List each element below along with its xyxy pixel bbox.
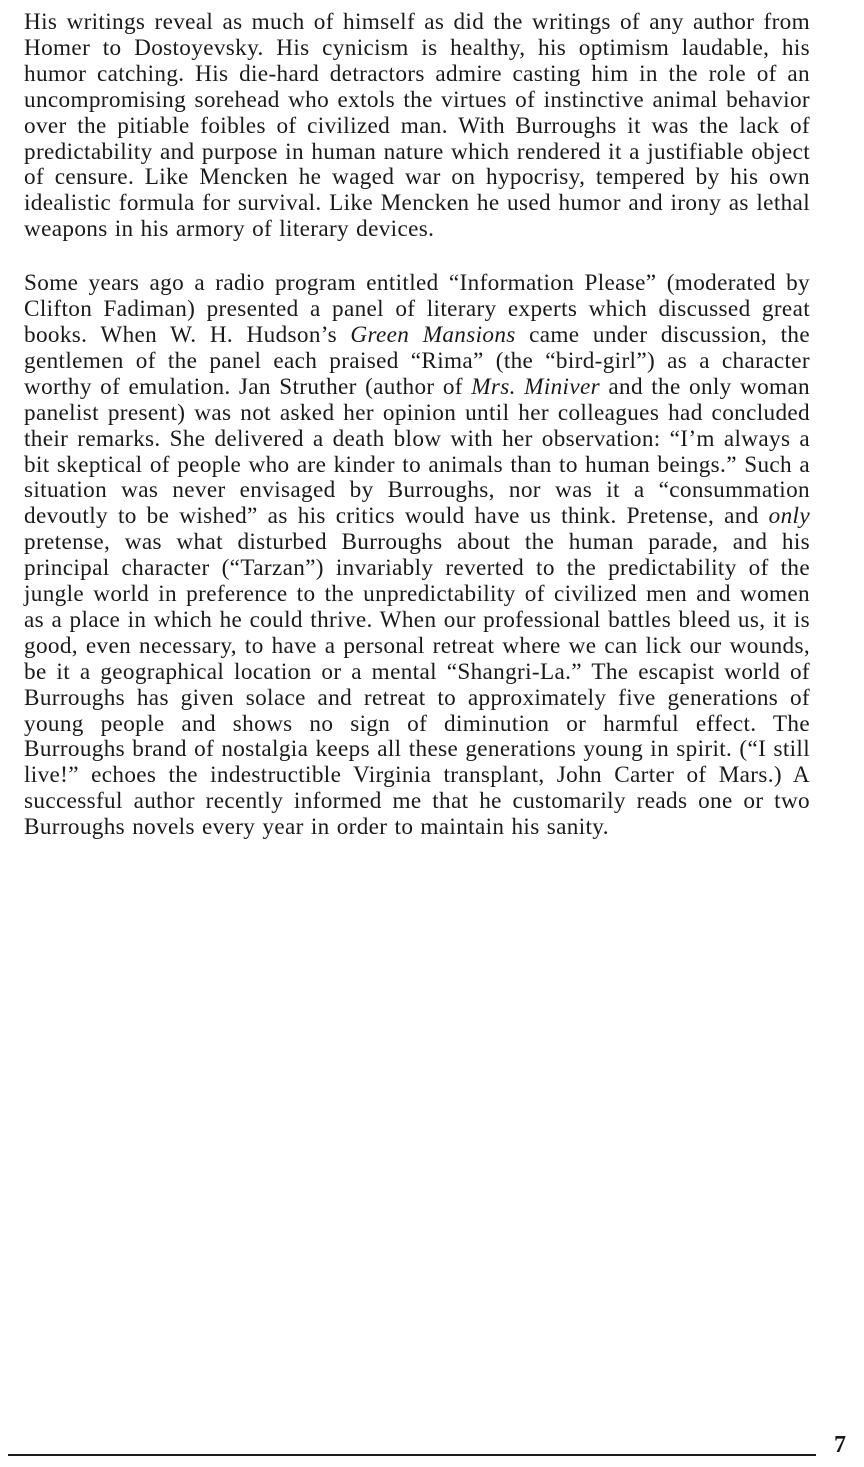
emphasis-only: only: [768, 503, 810, 530]
paragraph-2-text-3: and the only woman panelist present) was not asked her opinion until her colleagues had concluded their remarks. She delivered a death blow with her observation: “I’m always a bit skeptical of people who are kinder to animals than to human beings.” Such a situation was never envisaged by Burroughs, nor was it a “consummation devoutly to be wished” as his critics would have us think. Pretense, and: [24, 373, 810, 530]
paragraph-2-text-1: Some years ago a radio program entitled “Information Please” (moderated by Clifton Fadiman) presented a panel of literary experts which discussed great books. When W. H. Hudson’s: [24, 270, 810, 348]
page-body: [24, 10, 810, 841]
paragraph-1: His writings reveal as much of himself as did the writings of any author from Homer to Dostoyevsky. His cynicism is healthy, his optimism laudable, his humor catching. His die-hard detractors admire casting him in the role of an uncompromising sorehead who extols the virtues of instinctive animal behavior over the pitiable foibles of civilized man. With Burroughs it was the lack of predictability and purpose in human nature which rendered it a justifiable object of censure. Like Mencken he waged war on hypocrisy, tempered by his own idealistic formula for survival. Like Mencken he used humor and irony as lethal weapons in his armory of literary devices.: [24, 9, 810, 243]
paragraph-2-text-4: pretense, was what disturbed Burroughs about the human parade, and his principal character (“Tarzan”) invariably reverted to the predictability of the jungle world in preference to the unpredictability of civilized men and women as a place in which he could thrive. When our professional battles bleed us, it is good, even necessary, to have a personal retreat where we can lick our wounds, be it a geographical location or a mental “Shangri-La.” The escapist world of Burroughs has given solace and retreat to approximately five generations of young people and shows no sign of diminution or harmful effect. The Burroughs brand of nostalgia keeps all these generations young in spirit. (“I still live!” echoes the indestructible Virginia transplant, John Carter of Mars.) A successful author recently informed me that he customarily reads one or two Burroughs novels every year in order to maintain his sanity.: [24, 529, 810, 841]
paragraph-2-text-2: came under discussion, the gentlemen of the panel each praised “Rima” (the “bird-girl”) as a character worthy of emulation. Jan Struther (author of: [24, 321, 811, 400]
footer-rule: [8, 1454, 816, 1456]
paragraph-2: [24, 271, 810, 841]
book-title-mrs-miniver: Mrs. Miniver: [471, 373, 601, 400]
book-title-green-mansions: Green Mansions: [350, 321, 516, 348]
page-number: 7: [834, 1432, 846, 1458]
